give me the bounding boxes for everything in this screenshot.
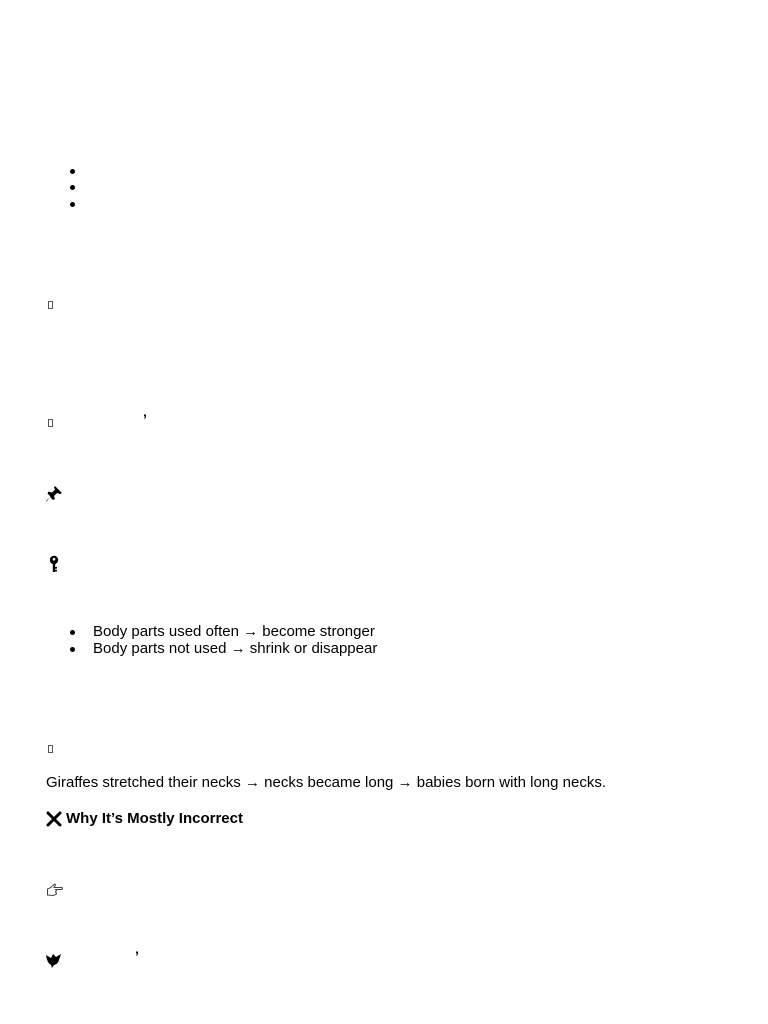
- bullet-dot: [70, 647, 75, 652]
- pointing-hand-icon: [46, 883, 64, 897]
- missing-glyph-icon: [48, 301, 53, 309]
- pushpin-icon: [45, 485, 63, 503]
- bullet-dot: [70, 630, 75, 635]
- key-icon: [47, 555, 61, 573]
- stray-apostrophe: ’: [135, 948, 139, 964]
- bullet-dot: [70, 202, 75, 207]
- missing-glyph-icon: [48, 419, 53, 427]
- list-item-text: Body parts not used → shrink or disappear: [93, 640, 378, 657]
- heading-text: Why It’s Mostly Incorrect: [66, 810, 243, 827]
- giraffe-example-text: Giraffes stretched their necks → necks became long → babies born with long necks.: [46, 774, 607, 791]
- cross-mark-icon: [46, 811, 62, 827]
- list-item-text: Body parts used often → become stronger: [93, 623, 375, 640]
- bullet-dot: [70, 169, 75, 174]
- bird-icon: [45, 951, 63, 969]
- missing-glyph-icon: [48, 745, 53, 753]
- stray-apostrophe: ’: [143, 411, 147, 427]
- bullet-dot: [70, 185, 75, 190]
